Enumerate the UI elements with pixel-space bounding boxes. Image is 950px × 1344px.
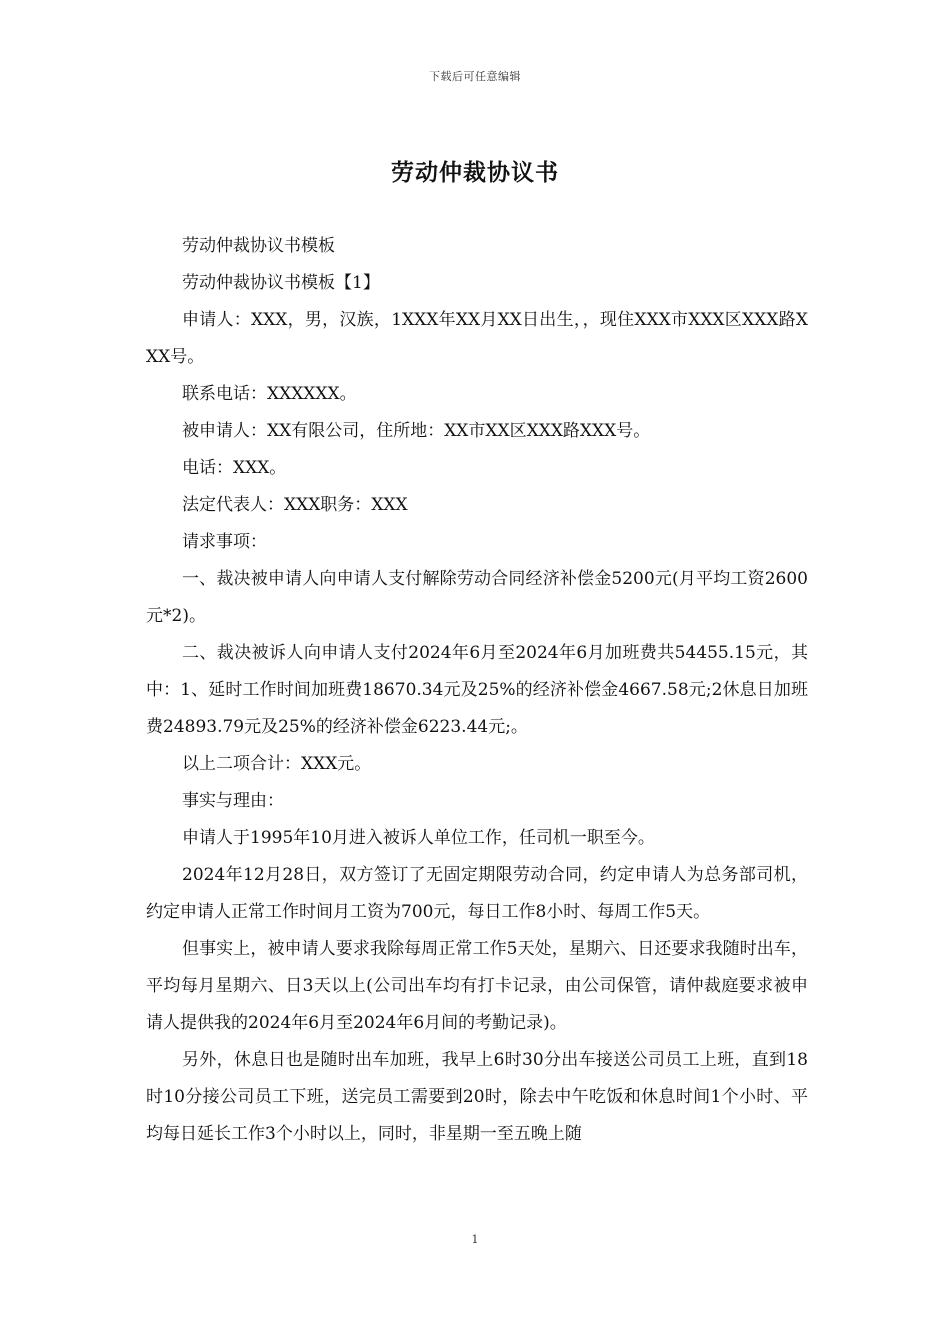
paragraph: 以上二项合计：XXX元。 bbox=[182, 754, 372, 774]
paragraph: 被申请人：XX有限公司，住所地：XX市XX区XXX路XXX号。 bbox=[182, 421, 651, 441]
paragraph: 电话：XXX。 bbox=[182, 458, 287, 478]
header-note: 下载后可任意编辑 bbox=[429, 70, 521, 83]
document-title: 劳动仲裁协议书 bbox=[391, 159, 559, 186]
paragraph: 但事实上，被申请人要求我除每周正常工作5天处，星期六、日还要求我随时出车，平均每月星期六、日3天以上(公司出车均有打卡记录，由公司保管，请仲裁庭要求被申请人提供我的2024年6月至2024年6月间的考勤记录)。 bbox=[146, 939, 808, 1033]
paragraph: 联系电话：XXXXXX。 bbox=[182, 384, 357, 404]
paragraph: 2024年12月28日，双方签订了无固定期限劳动合同，约定申请人为总务部司机，约定申请人正常工作时间月工资为700元，每日工作8小时、每周工作5天。 bbox=[146, 865, 808, 922]
document-body bbox=[146, 228, 808, 1153]
paragraph: 二、裁决被诉人向申请人支付2024年6月至2024年6月加班费共54455.15元，其中：1、延时工作时间加班费18670.34元及25%的经济补偿金4667.58元;2休息日加班费24893.79元及25%的经济补偿金6223.44元;。 bbox=[146, 643, 808, 737]
paragraph: 法定代表人：XXX职务：XXX bbox=[182, 495, 408, 515]
paragraph: 一、裁决被申请人向申请人支付解除劳动合同经济补偿金5200元(月平均工资2600元*2)。 bbox=[146, 569, 808, 626]
paragraph: 申请人于1995年10月进入被诉人单位工作，任司机一职至今。 bbox=[182, 828, 655, 848]
page-number: 1 bbox=[471, 1233, 479, 1246]
paragraph: 请求事项： bbox=[182, 532, 267, 552]
paragraph: 申请人：XXX，男，汉族，1XXX年XX月XX日出生，，现住XXX市XXX区XXX路XXX号。 bbox=[146, 310, 808, 367]
paragraph: 事实与理由： bbox=[182, 791, 284, 811]
paragraph: 另外，休息日也是随时出车加班，我早上6时30分出车接送公司员工上班，直到18时10分接公司员工下班，送完员工需要到20时，除去中午吃饭和休息时间1个小时、平均每日延长工作3个小时以上，同时，非星期一至五晚上随 bbox=[146, 1050, 808, 1144]
paragraph: 劳动仲裁协议书模板 bbox=[182, 236, 335, 256]
paragraph: 劳动仲裁协议书模板【1】 bbox=[182, 273, 380, 293]
